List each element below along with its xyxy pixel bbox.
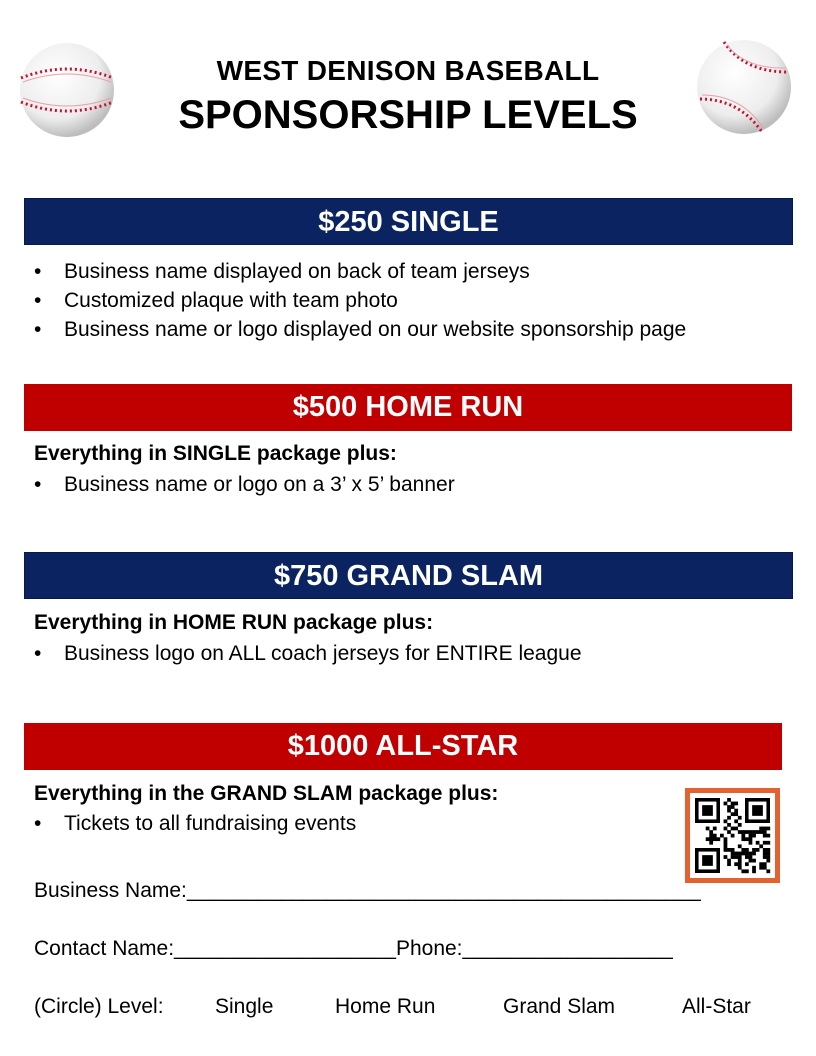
level-grand-slam-benefits (34, 639, 582, 668)
level-option-home-run: Home Run (335, 995, 436, 1018)
level-home-run-benefits (34, 470, 455, 499)
level-home-run-header: $500 HOME RUN (24, 384, 792, 431)
level-grand-slam-header: $750 GRAND SLAM (24, 552, 793, 599)
list-item: • Business name or logo on a 3’ x 5’ banner (34, 470, 455, 499)
business-name-line: Business Name:____________________________________________ (34, 879, 701, 902)
circle-level-label: (Circle) Level: (34, 995, 164, 1018)
level-all-star-header: $1000 ALL-STAR (24, 723, 782, 770)
level-home-run-lead: Everything in SINGLE package plus: (34, 442, 397, 465)
list-item: • Customized plaque with team photo (34, 286, 686, 315)
list-item: • Tickets to all fundraising events (34, 809, 356, 838)
level-option-single: Single (215, 995, 274, 1018)
level-option-all-star: All-Star (682, 995, 751, 1018)
list-item: • Business name or logo displayed on our website sponsorship page (34, 315, 686, 344)
level-single-benefits (34, 257, 686, 344)
contact-phone-line: Contact Name:___________________Phone:__________________ (34, 937, 673, 960)
level-all-star-lead: Everything in the GRAND SLAM package plus: (34, 782, 499, 805)
level-option-grand-slam: Grand Slam (503, 995, 616, 1018)
level-single-header: $250 SINGLE (24, 198, 793, 245)
page-title-line1: WEST DENISON BASEBALL (216, 55, 600, 86)
list-item: • Business logo on ALL coach jerseys for ENTIRE league (34, 639, 582, 668)
qr-code-pattern (690, 793, 775, 878)
page-title-line2: SPONSORSHIP LEVELS (178, 93, 638, 137)
level-grand-slam-lead: Everything in HOME RUN package plus: (34, 611, 434, 634)
level-all-star-benefits (34, 809, 356, 838)
qr-code-icon[interactable] (685, 788, 780, 883)
list-item: • Business name displayed on back of team jerseys (34, 257, 686, 286)
